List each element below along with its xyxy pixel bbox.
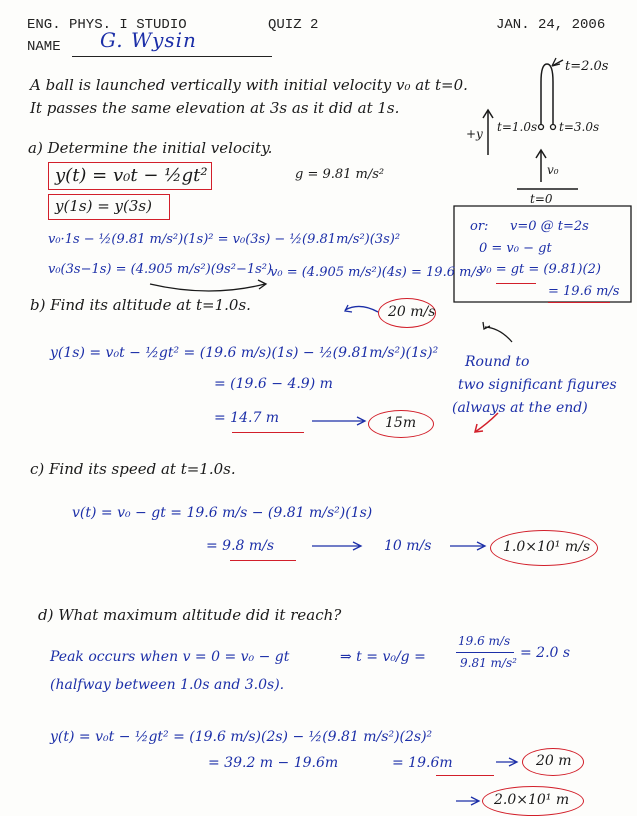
- part-a-work-3: v₀ = (4.905 m/s²)(4s) = 19.6 m/s: [270, 265, 483, 280]
- label-axis: +y: [466, 127, 483, 141]
- label-v0: v₀: [547, 163, 559, 177]
- part-b-question: b) Find its altitude at t=1.0s.: [30, 296, 251, 314]
- part-a-work-1: v₀·1s − ½(9.81 m/s²)(1s)² = v₀(3s) − ½(9.81m/s²)(3s)²: [48, 232, 401, 247]
- course-title: ENG. PHYS. I STUDIO: [27, 17, 187, 33]
- part-b-answer: 15m: [385, 415, 417, 431]
- part-c-work-2: = 9.8 m/s: [206, 538, 275, 554]
- part-c-answer: 1.0×10¹ m/s: [503, 539, 591, 555]
- alt-head: or:: [470, 219, 489, 234]
- quiz-label: QUIZ 2: [268, 17, 319, 33]
- part-d-question: d) What maximum altitude did it reach?: [38, 606, 342, 624]
- name-label: NAME: [27, 39, 61, 55]
- round-note-3: (always at the end): [452, 400, 588, 416]
- part-a-question: a) Determine the initial velocity.: [28, 139, 273, 157]
- part-d-work-3: y(t) = v₀t − ½gt² = (19.6 m/s)(2s) − ½(9.81 m/s²)(2s)²: [50, 729, 433, 745]
- part-c-work-1: v(t) = v₀ − gt = 19.6 m/s − (9.81 m/s²)(1s): [72, 505, 373, 521]
- part-b-work-1: y(1s) = v₀t − ½gt² = (19.6 m/s)(1s) − ½(9.81m/s²)(1s)²: [50, 345, 439, 361]
- part-a-eq1: y(t) = v₀t − ½gt²: [55, 165, 208, 186]
- part-a-answer: 20 m/s: [388, 304, 436, 320]
- part-a-work-2: v₀(3s−1s) = (4.905 m/s²)(9s²−1s²): [48, 262, 273, 277]
- part-a-eq2: y(1s) = y(3s): [55, 197, 152, 215]
- label-peak: t=2.0s: [565, 59, 609, 74]
- alt-line-3: v₀ = gt = (9.81)(2): [479, 262, 601, 277]
- part-d-work-t-result: = 2.0 s: [520, 645, 571, 661]
- alt-line-2: 0 = v₀ − gt: [479, 241, 552, 256]
- part-c-work-3: 10 m/s: [384, 538, 432, 554]
- part-d-answer-2: 2.0×10¹ m: [494, 792, 570, 808]
- gravity-value: g = 9.81 m/s²: [295, 167, 385, 182]
- round-note-2: two significant figures: [458, 377, 617, 393]
- alt-line-4: = 19.6 m/s: [548, 284, 620, 299]
- part-d-work-4: = 39.2 m − 19.6m: [208, 755, 339, 771]
- part-b-work-2: = (19.6 − 4.9) m: [214, 376, 333, 392]
- part-c-question: c) Find its speed at t=1.0s.: [30, 460, 236, 478]
- part-b-work-3: = 14.7 m: [214, 410, 280, 426]
- label-up: t=1.0s: [497, 120, 538, 134]
- part-d-work-1: Peak occurs when v = 0 = v₀ − gt: [50, 649, 290, 665]
- round-note-1: Round to: [465, 354, 530, 370]
- quiz-date: JAN. 24, 2006: [496, 17, 606, 33]
- part-d-work-t: ⇒ t = v₀/g =: [340, 649, 426, 665]
- label-down: t=3.0s: [559, 120, 600, 134]
- label-start: t=0: [530, 192, 553, 206]
- problem-line-1: A ball is launched vertically with initial velocity v₀ at t=0.: [30, 76, 468, 94]
- part-d-work-5: = 19.6m: [392, 755, 453, 771]
- part-d-frac-den: 9.81 m/s²: [460, 656, 517, 670]
- part-d-frac-num: 19.6 m/s: [458, 634, 511, 648]
- part-d-work-2: (halfway between 1.0s and 3.0s).: [50, 677, 285, 693]
- part-d-answer-1: 20 m: [536, 753, 572, 769]
- alt-line-1: v=0 @ t=2s: [510, 219, 589, 234]
- problem-line-2: It passes the same elevation at 3s as it did at 1s.: [30, 99, 400, 117]
- student-name: G. Wysin: [100, 28, 197, 52]
